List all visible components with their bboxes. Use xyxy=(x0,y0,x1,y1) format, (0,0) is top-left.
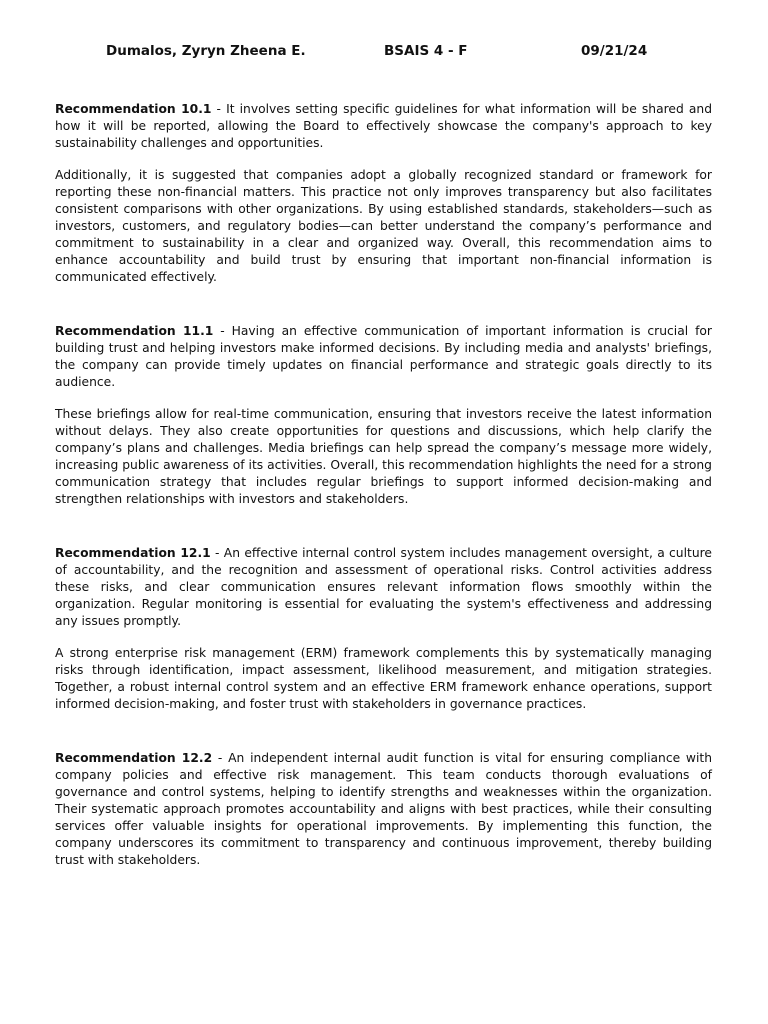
course-section: BSAIS 4 - F xyxy=(384,43,468,59)
document-body xyxy=(55,101,712,869)
recommendation-label: Recommendation 10.1 xyxy=(55,102,212,116)
recommendation-followup: A strong enterprise risk management (ERM) framework complements this by systematically managing risks through identification, impact assessment, likelihood measurement, and mitigation strategies. Together, a robust internal control system and an effective ERM framework enhance operations, support informed decision-making, and foster trust with stakeholders in governance practices. xyxy=(55,646,712,711)
recommendation-lead-text: - An independent internal audit function is vital for ensuring compliance with company policies and effective risk management. This team conducts thorough evaluations of governance and control systems, helping to identify strengths and weaknesses within the organization. Their systematic approach promotes accountability and aligns with best practices, while their consulting services offer valuable insights for operational improvements. By implementing this function, the company underscores its commitment to transparency and continuous improvement, thereby building trust with stakeholders. xyxy=(55,751,712,867)
recommendation-label: Recommendation 12.2 xyxy=(55,751,213,765)
recommendation-label: Recommendation 12.1 xyxy=(55,546,211,560)
recommendation-12-1 xyxy=(55,545,712,713)
recommendation-paragraph xyxy=(55,101,712,152)
recommendation-10-1 xyxy=(55,101,712,286)
document-header xyxy=(0,43,768,63)
recommendation-followup: These briefings allow for real-time communication, ensuring that investors receive the latest information without delays. They also create opportunities for questions and discussions, which help clarify the company’s plans and challenges. Media briefings can help spread the company’s message more widely, increasing public awareness of its activities. Overall, this recommendation highlights the need for a strong communication strategy that includes regular briefings to support informed decision-making and strengthen relationships with investors and stakeholders. xyxy=(55,407,712,506)
student-name: Dumalos, Zyryn Zheena E. xyxy=(106,43,306,59)
recommendation-paragraph xyxy=(55,323,712,391)
recommendation-followup: Additionally, it is suggested that companies adopt a globally recognized standard or framework for reporting these non-financial matters. This practice not only improves transparency but also facilitates consistent comparisons with other organizations. By using established standards, stakeholders—such as investors, customers, and regulatory bodies—can better understand the company’s performance and commitment to sustainability in a clear and organized way. Overall, this recommendation aims to enhance accountability and build trust by ensuring that important non-financial information is communicated effectively. xyxy=(55,168,712,284)
recommendation-paragraph xyxy=(55,545,712,630)
recommendation-11-1 xyxy=(55,323,712,508)
recommendation-label: Recommendation 11.1 xyxy=(55,324,214,338)
recommendation-paragraph xyxy=(55,750,712,869)
recommendation-lead-text: - It involves setting specific guidelines for what information will be shared and how it will be reported, allowing the Board to effectively showcase the company's approach to key sustainability challenges and opportunities. xyxy=(55,102,712,150)
recommendation-lead-text: - Having an effective communication of important information is crucial for building trust and helping investors make informed decisions. By including media and analysts' briefings, the company can provide timely updates on financial performance and strategic goals directly to its audience. xyxy=(55,324,712,389)
document-date: 09/21/24 xyxy=(581,43,648,59)
recommendation-12-2 xyxy=(55,750,712,869)
recommendation-lead-text: - An effective internal control system includes management oversight, a culture of accountability, and the recognition and assessment of operational risks. Control activities address these risks, and clear communication ensures relevant information flows smoothly within the organization. Regular monitoring is essential for evaluating the system's effectiveness and addressing any issues promptly. xyxy=(55,546,712,628)
